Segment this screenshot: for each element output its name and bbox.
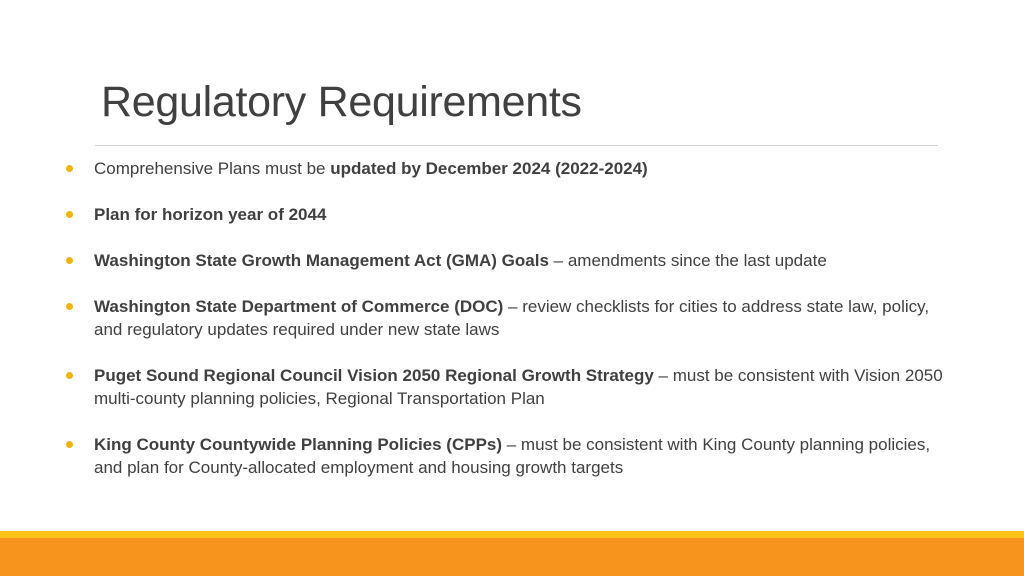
bullet-text: – amendments since the last update: [548, 251, 827, 270]
bullet-dot-icon: [66, 257, 73, 264]
bullet-dot-icon: [66, 211, 73, 218]
bullet-item: [94, 295, 954, 341]
slide-title: Regulatory Requirements: [101, 78, 582, 126]
bullet-text-bold: Washington State Department of Commerce (DOC): [94, 297, 504, 316]
bullet-dot-icon: [66, 441, 73, 448]
bullet-item: [94, 364, 954, 410]
bullet-item: [94, 203, 954, 226]
bullet-item: [94, 433, 954, 479]
bullet-text-bold: King County Countywide Planning Policies (CPPs): [94, 435, 503, 454]
footer-band: [0, 538, 1024, 576]
title-divider: [95, 145, 938, 146]
bullet-text-bold: Plan for horizon year of 2044: [94, 205, 327, 224]
bullet-text: – must be consistent with Vision 2050 multi-county planning policies, Regional Transportation Plan: [94, 366, 943, 408]
bullet-item: [94, 157, 954, 180]
bullet-text: – must be consistent with King County planning policies, and plan for County-allocated employment and housing growth targets: [94, 435, 931, 477]
bullet-dot-icon: [66, 165, 73, 172]
bullet-text-bold: Puget Sound Regional Council Vision 2050 Regional Growth Strategy: [94, 366, 654, 385]
bullet-dot-icon: [66, 372, 73, 379]
bullet-dot-icon: [66, 303, 73, 310]
bullet-text-bold: Washington State Growth Management Act (GMA) Goals: [94, 251, 549, 270]
bullet-text-bold: updated by December 2024 (2022-2024): [330, 159, 648, 178]
bullet-text: Comprehensive Plans must be: [94, 159, 331, 178]
bullet-item: [94, 249, 954, 272]
bullet-text: – review checklists for cities to address state law, policy, and regulatory updates required under new state laws: [94, 297, 930, 339]
footer-accent-band: [0, 531, 1024, 538]
